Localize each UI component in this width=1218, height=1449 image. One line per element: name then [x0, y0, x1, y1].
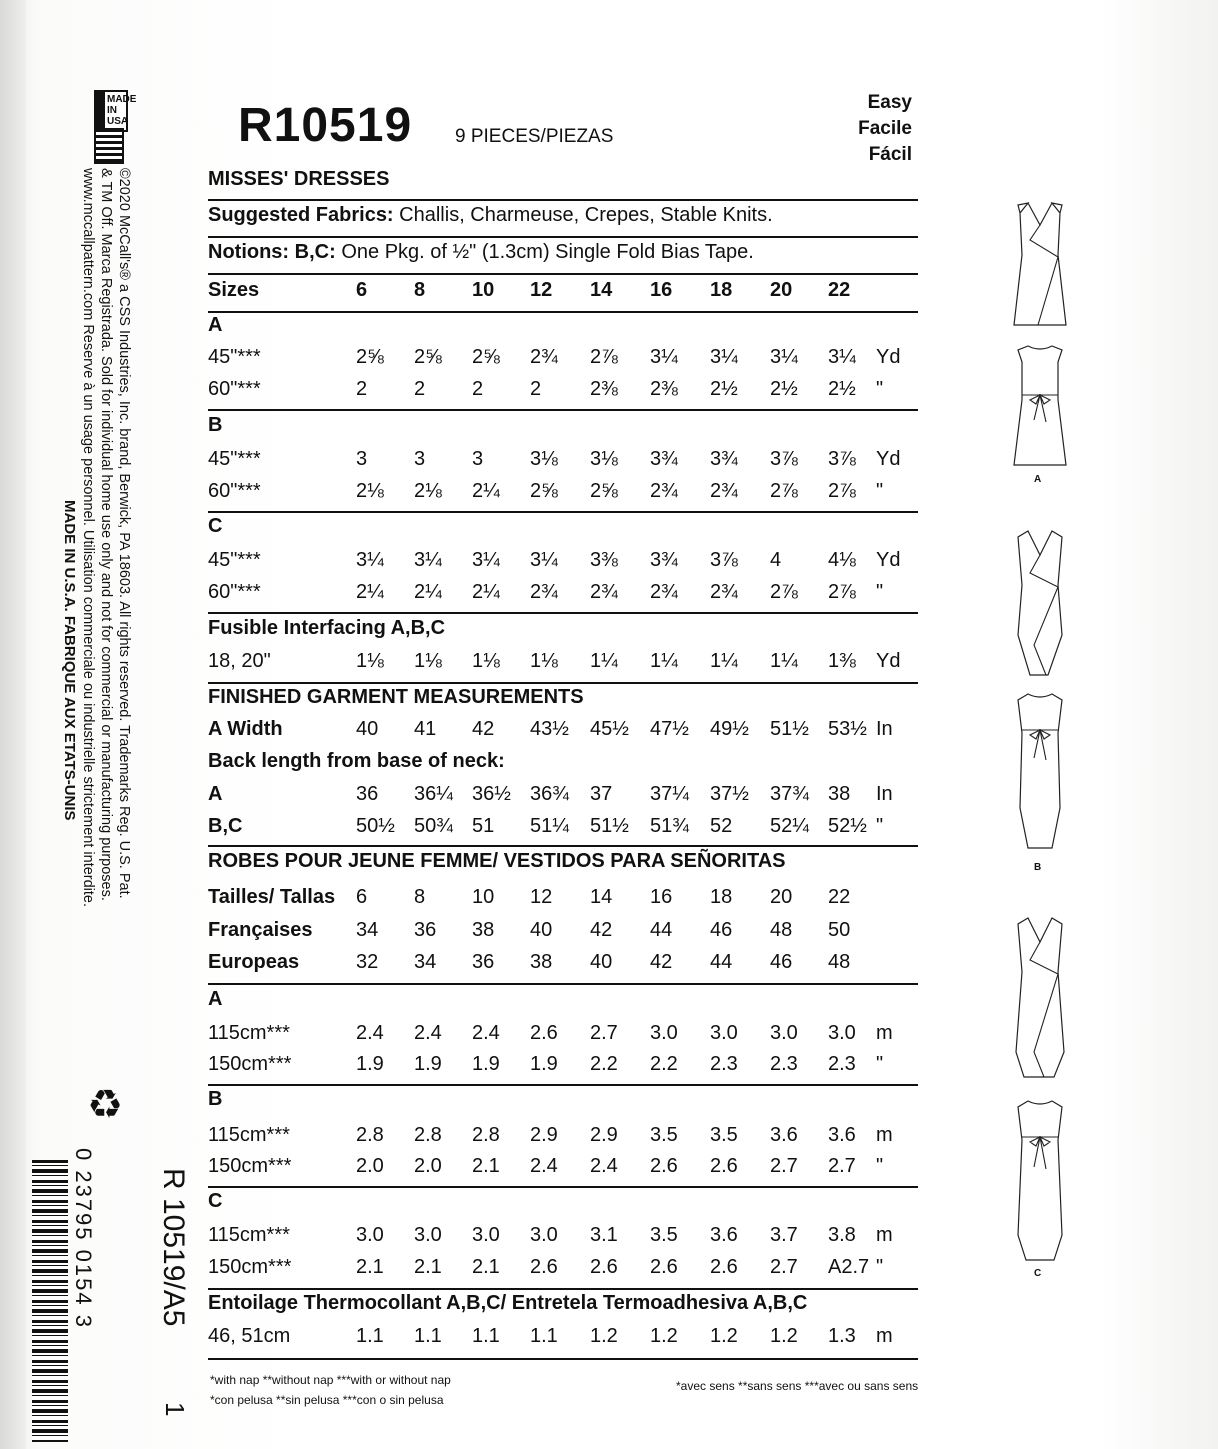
table-cell: 3¼: [356, 549, 384, 571]
table-cell: 3.5: [650, 1224, 678, 1246]
divider: [208, 1084, 918, 1086]
table-cell: 10: [472, 886, 495, 908]
table-cell: 48: [770, 919, 793, 941]
table-cell: 51½: [770, 718, 809, 740]
row-label: Sizes: [208, 279, 260, 301]
divider: [208, 511, 918, 513]
table-cell: 2: [414, 378, 426, 400]
table-cell: 44: [710, 951, 733, 973]
row-label: 115cm***: [208, 1124, 290, 1146]
table-cell: 1.9: [530, 1053, 558, 1075]
sketch-label-b: B: [1034, 862, 1042, 873]
table-cell: 2: [530, 378, 542, 400]
size-header-cell: 22: [828, 279, 851, 301]
made-in-usa-badge: MADE IN USA: [94, 90, 128, 132]
table-cell: 2¼: [414, 581, 442, 603]
section-label-text: Back length from base of neck:: [208, 750, 505, 772]
table-cell: 4: [770, 549, 782, 571]
table-cell: 2.2: [590, 1053, 618, 1075]
table-cell: 1⅛: [356, 650, 384, 672]
table-cell: 53½: [828, 718, 867, 740]
table-cell: 2.4: [356, 1022, 384, 1044]
sketch-label-a: A: [1034, 474, 1042, 485]
table-cell: 36¼: [414, 783, 453, 805]
table-cell: 3⅜: [590, 549, 618, 571]
table-cell: 36: [356, 783, 379, 805]
divider: [208, 199, 918, 201]
sketch-view-a-front: [1000, 195, 1080, 335]
table-cell: 51½: [590, 815, 629, 837]
table-cell: 1.3: [828, 1325, 856, 1347]
table-cell: 2.7: [590, 1022, 618, 1044]
table-cell: 2¼: [472, 581, 500, 603]
table-cell: 1.9: [414, 1053, 442, 1075]
table-cell: 3.8: [828, 1224, 856, 1246]
table-cell: 6: [356, 886, 368, 908]
divider: [208, 1288, 918, 1290]
table-cell: 2.7: [770, 1256, 798, 1278]
table-cell: 2.3: [710, 1053, 738, 1075]
unit-label: m: [876, 1022, 893, 1044]
table-cell: 2.4: [590, 1155, 618, 1177]
table-cell: 36¾: [530, 783, 569, 805]
table-cell: 3.0: [770, 1022, 798, 1044]
table-cell: 2⅞: [590, 346, 618, 368]
row-label: A Width: [208, 718, 283, 740]
sketch-view-c-front: [1000, 912, 1080, 1082]
unit-label: ": [876, 480, 884, 502]
unit-label: In: [876, 783, 893, 805]
table-cell: 1.2: [710, 1325, 738, 1347]
table-cell: 2¾: [530, 581, 558, 603]
table-cell: 2.2: [650, 1053, 678, 1075]
row-label: 60"***: [208, 480, 261, 502]
table-cell: 1.2: [590, 1325, 618, 1347]
size-header-cell: 20: [770, 279, 793, 301]
table-cell: 2⅞: [828, 581, 856, 603]
size-header-cell: 6: [356, 279, 368, 301]
table-cell: 2: [472, 378, 484, 400]
page-number: 1: [160, 1402, 190, 1417]
table-cell: 3⅞: [828, 448, 856, 470]
table-cell: 40: [356, 718, 379, 740]
table-cell: 3.6: [770, 1124, 798, 1146]
website-line: www.mccallpattern.com Reserve à un usage personnel. Utilisation commerciale ou industrielle strictement interdite.: [80, 168, 96, 908]
difficulty-level: Easy Facile Fácil: [858, 92, 912, 165]
unit-label: ": [876, 1155, 884, 1177]
table-cell: 37: [590, 783, 613, 805]
table-cell: 2½: [828, 378, 856, 400]
divider: [208, 983, 918, 985]
table-cell: 3⅛: [590, 448, 618, 470]
table-cell: 3¾: [650, 549, 678, 571]
copyright-line: ©2020 McCall's® a CSS Industries, Inc. brand, Berwick, PA 18603. All rights reserved. Trademarks Reg. U.S. Pat.: [116, 168, 132, 899]
table-cell: 3¼: [472, 549, 500, 571]
table-cell: 41: [414, 718, 437, 740]
vertical-pattern-code: R 10519/A5: [157, 1168, 190, 1327]
divider: [208, 1358, 918, 1360]
table-cell: 46: [770, 951, 793, 973]
table-cell: 3.7: [770, 1224, 798, 1246]
table-cell: 2.6: [530, 1022, 558, 1044]
table-cell: 2¾: [530, 346, 558, 368]
table-cell: 51¾: [650, 815, 689, 837]
table-cell: 1¼: [710, 650, 738, 672]
table-cell: 1¼: [590, 650, 618, 672]
table-cell: 2.8: [472, 1124, 500, 1146]
unit-label: ": [876, 1053, 884, 1075]
trademark-line: & TM Off. Marca Registrada. Sold for individual home use only and not for commercial or manufacturing purposes.: [98, 168, 114, 901]
table-cell: 2.8: [414, 1124, 442, 1146]
table-cell: 3.6: [710, 1224, 738, 1246]
section-label-text: Fusible Interfacing A,B,C: [208, 617, 446, 639]
table-cell: 3.5: [650, 1124, 678, 1146]
unit-label: m: [876, 1124, 893, 1146]
divider: [208, 612, 918, 614]
table-cell: 1¼: [770, 650, 798, 672]
table-cell: 2.8: [356, 1124, 384, 1146]
table-cell: 2.1: [472, 1256, 500, 1278]
unit-label: m: [876, 1224, 893, 1246]
section-label-text: ROBES POUR JEUNE FEMME/ VESTIDOS PARA SEÑORITAS: [208, 850, 786, 872]
table-cell: 1.9: [356, 1053, 384, 1075]
table-cell: 34: [414, 951, 437, 973]
table-cell: 3.0: [414, 1224, 442, 1246]
table-cell: 51¼: [530, 815, 569, 837]
unit-label: ": [876, 1256, 884, 1278]
size-header-cell: 16: [650, 279, 673, 301]
table-cell: 2⅞: [770, 480, 798, 502]
table-cell: 49½: [710, 718, 749, 740]
row-label: Françaises: [208, 919, 313, 941]
table-cell: 2.1: [472, 1155, 500, 1177]
pieces-count: 9 PIECES/PIEZAS: [455, 126, 614, 147]
section-label-text: A: [208, 988, 223, 1010]
table-cell: 43½: [530, 718, 569, 740]
table-cell: 2.9: [590, 1124, 618, 1146]
section-label-text: Entoilage Thermocollant A,B,C/ Entretela Termoadhesiva A,B,C: [208, 1292, 808, 1314]
table-cell: 1¼: [650, 650, 678, 672]
table-cell: 46: [710, 919, 733, 941]
row-label: 46, 51cm: [208, 1325, 291, 1347]
table-cell: 37¼: [650, 783, 689, 805]
table-cell: 52¼: [770, 815, 809, 837]
unit-label: Yd: [876, 448, 901, 470]
unit-label: m: [876, 1325, 893, 1347]
table-cell: 2⅜: [650, 378, 678, 400]
footnote-french: *avec sens **sans sens ***avec ou sans sens: [676, 1379, 919, 1393]
pattern-number: R10519: [238, 99, 413, 152]
table-cell: 50¾: [414, 815, 453, 837]
divider: [208, 236, 918, 238]
table-cell: 3: [356, 448, 368, 470]
made-in-line: MADE IN U.S.A. FABRIQUE AUX ETATS-UNIS: [61, 500, 78, 821]
section-label-text: C: [208, 515, 223, 537]
table-cell: 38: [828, 783, 851, 805]
table-cell: 40: [590, 951, 613, 973]
table-cell: 18: [710, 886, 733, 908]
table-cell: 2¾: [590, 581, 618, 603]
divider: [208, 1186, 918, 1188]
table-cell: 2⅝: [356, 346, 384, 368]
table-cell: 3.0: [828, 1022, 856, 1044]
table-cell: 1.1: [530, 1325, 558, 1347]
table-cell: 3¼: [530, 549, 558, 571]
table-cell: A2.7: [828, 1256, 870, 1278]
table-cell: 52: [710, 815, 733, 837]
table-cell: 22: [828, 886, 851, 908]
row-label: Europeas: [208, 951, 300, 973]
table-cell: 1⅜: [828, 650, 856, 672]
table-cell: 2.6: [710, 1256, 738, 1278]
table-cell: 37½: [710, 783, 749, 805]
table-cell: 45½: [590, 718, 629, 740]
table-cell: 34: [356, 919, 379, 941]
table-cell: 2⅝: [414, 346, 442, 368]
unit-label: ": [876, 378, 884, 400]
table-cell: 1⅛: [530, 650, 558, 672]
row-label: Tailles/ Tallas: [208, 886, 336, 908]
size-header-cell: 14: [590, 279, 613, 301]
table-cell: 3¼: [650, 346, 678, 368]
section-label-text: A: [208, 314, 223, 336]
table-cell: 16: [650, 886, 673, 908]
table-cell: 8: [414, 886, 426, 908]
table-cell: 2.6: [530, 1256, 558, 1278]
table-cell: 2¼: [472, 480, 500, 502]
table-cell: 3⅞: [710, 549, 738, 571]
table-cell: 3.1: [590, 1224, 618, 1246]
table-cell: 2¾: [650, 581, 678, 603]
table-cell: 2: [356, 378, 368, 400]
table-cell: 38: [472, 919, 495, 941]
sketch-label-c: C: [1034, 1268, 1042, 1279]
table-cell: 2⅜: [590, 378, 618, 400]
unit-label: Yd: [876, 650, 901, 672]
footnote-english: *with nap **without nap ***with or without nap: [210, 1373, 451, 1387]
table-cell: 42: [650, 951, 673, 973]
divider: [208, 682, 918, 684]
footnote-spanish: *con pelusa **sin pelusa ***con o sin pelusa: [210, 1393, 444, 1407]
usa-flag-icon: [94, 128, 124, 164]
section-label-text: B: [208, 414, 223, 436]
unit-label: In: [876, 718, 893, 740]
unit-label: ": [876, 581, 884, 603]
row-label: 60"***: [208, 581, 261, 603]
table-cell: 2.1: [356, 1256, 384, 1278]
table-cell: 2.6: [710, 1155, 738, 1177]
size-header-cell: 8: [414, 279, 426, 301]
table-cell: 3.0: [710, 1022, 738, 1044]
table-cell: 2⅞: [828, 480, 856, 502]
row-label: A: [208, 783, 223, 805]
table-cell: 2.4: [530, 1155, 558, 1177]
table-cell: 1.9: [472, 1053, 500, 1075]
table-cell: 42: [590, 919, 613, 941]
size-header-cell: 12: [530, 279, 553, 301]
scan-edge: [0, 0, 26, 1449]
table-cell: 4⅛: [828, 549, 856, 571]
table-cell: 42: [472, 718, 495, 740]
table-cell: 3.0: [356, 1224, 384, 1246]
table-cell: 36: [414, 919, 437, 941]
row-label: B,C: [208, 815, 243, 837]
table-cell: 2⅛: [356, 480, 384, 502]
recycle-icon: ♻: [87, 1083, 123, 1127]
row-label: 115cm***: [208, 1224, 290, 1246]
row-label: 18, 20": [208, 650, 271, 672]
row-label: 150cm***: [208, 1053, 292, 1075]
table-cell: 2½: [710, 378, 738, 400]
sketch-view-b-front: [1000, 525, 1080, 680]
table-cell: 2⅝: [472, 346, 500, 368]
table-cell: 1.2: [650, 1325, 678, 1347]
table-cell: 3¼: [710, 346, 738, 368]
table-cell: 2.1: [414, 1256, 442, 1278]
table-cell: 12: [530, 886, 553, 908]
table-cell: 14: [590, 886, 613, 908]
section-label-text: B: [208, 1088, 223, 1110]
table-cell: 36½: [472, 783, 511, 805]
table-cell: 2¾: [650, 480, 678, 502]
row-label: 115cm***: [208, 1022, 290, 1044]
unit-label: ": [876, 815, 884, 837]
section-label-text: C: [208, 1190, 223, 1212]
table-cell: 2.3: [770, 1053, 798, 1075]
table-cell: 3¼: [770, 346, 798, 368]
unit-label: Yd: [876, 549, 901, 571]
table-cell: 2.7: [828, 1155, 856, 1177]
row-label: 150cm***: [208, 1155, 292, 1177]
size-header-cell: 18: [710, 279, 733, 301]
table-cell: 2.6: [650, 1256, 678, 1278]
table-cell: 52½: [828, 815, 867, 837]
row-label: 45"***: [208, 549, 261, 571]
table-cell: 1.1: [472, 1325, 500, 1347]
divider: [208, 845, 918, 847]
table-cell: 2⅛: [414, 480, 442, 502]
table-cell: 2.7: [770, 1155, 798, 1177]
table-cell: 3¼: [828, 346, 856, 368]
table-cell: 2⅝: [590, 480, 618, 502]
sketch-view-a-back: [1000, 340, 1080, 470]
table-cell: 3¾: [710, 448, 738, 470]
table-cell: 48: [828, 951, 851, 973]
table-cell: 3¾: [650, 448, 678, 470]
sketch-view-b-back: [1000, 688, 1080, 853]
table-cell: 3.0: [650, 1022, 678, 1044]
table-cell: 40: [530, 919, 553, 941]
table-cell: 3: [414, 448, 426, 470]
table-cell: 36: [472, 951, 495, 973]
unit-label: Yd: [876, 346, 901, 368]
table-cell: 2.4: [472, 1022, 500, 1044]
table-cell: 2¾: [710, 480, 738, 502]
table-cell: 37¾: [770, 783, 809, 805]
barcode: [32, 1160, 68, 1442]
section-label-text: FINISHED GARMENT MEASUREMENTS: [208, 686, 584, 708]
table-cell: 50½: [356, 815, 395, 837]
divider: [208, 311, 918, 313]
table-cell: 50: [828, 919, 851, 941]
table-cell: 2½: [770, 378, 798, 400]
table-cell: 2.3: [828, 1053, 856, 1075]
table-cell: 2.9: [530, 1124, 558, 1146]
table-cell: 44: [650, 919, 673, 941]
table-cell: 1.1: [414, 1325, 442, 1347]
table-cell: 47½: [650, 718, 689, 740]
row-label: 60"***: [208, 378, 261, 400]
table-cell: 1⅛: [472, 650, 500, 672]
divider: [208, 409, 918, 411]
table-cell: 2¾: [710, 581, 738, 603]
table-cell: 3.5: [710, 1124, 738, 1146]
table-cell: 38: [530, 951, 553, 973]
table-cell: 3⅞: [770, 448, 798, 470]
table-cell: 3.6: [828, 1124, 856, 1146]
table-cell: 3: [472, 448, 484, 470]
table-cell: 2⅞: [770, 581, 798, 603]
row-label: 45"***: [208, 448, 261, 470]
table-cell: 2¼: [356, 581, 384, 603]
table-cell: 1.1: [356, 1325, 384, 1347]
row-label: 45"***: [208, 346, 261, 368]
table-cell: 1.2: [770, 1325, 798, 1347]
size-header-cell: 10: [472, 279, 495, 301]
table-cell: 3¼: [414, 549, 442, 571]
table-cell: 2.6: [590, 1256, 618, 1278]
row-label: 150cm***: [208, 1256, 292, 1278]
table-cell: 51: [472, 815, 495, 837]
barcode-digits: 0 23795 0154 3: [71, 1148, 96, 1329]
divider: [208, 273, 918, 275]
table-cell: 2.0: [356, 1155, 384, 1177]
sketch-view-c-back: [1000, 1095, 1080, 1265]
table-cell: 3⅛: [530, 448, 558, 470]
table-cell: 2.6: [650, 1155, 678, 1177]
table-cell: 2⅝: [530, 480, 558, 502]
table-cell: 32: [356, 951, 379, 973]
table-cell: 3.0: [472, 1224, 500, 1246]
table-cell: 2.4: [414, 1022, 442, 1044]
table-cell: 1⅛: [414, 650, 442, 672]
table-cell: 20: [770, 886, 793, 908]
table-cell: 3.0: [530, 1224, 558, 1246]
table-cell: 2.0: [414, 1155, 442, 1177]
